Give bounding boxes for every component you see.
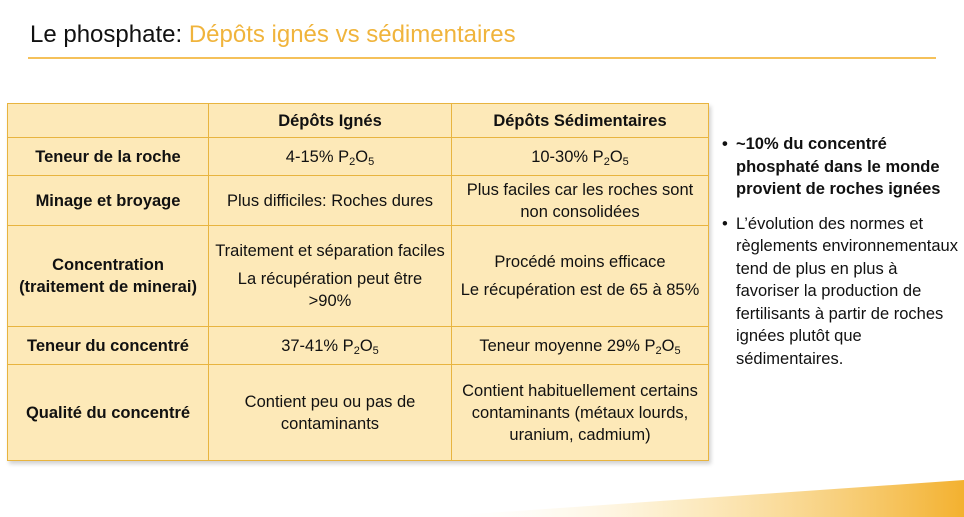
cell-minage-sed: Plus faciles car les roches sont non consolidées [452, 176, 709, 226]
cell-qualite-ignes: Contient peu ou pas de contaminants [209, 365, 452, 461]
table-row [8, 176, 709, 226]
cell-minage-ignes: Plus difficiles: Roches dures [209, 176, 452, 226]
cell-concentration-ignes: Traitement et séparation faciles La récupération peut être >90% [209, 226, 452, 327]
table-header-row [8, 104, 709, 138]
table-row [8, 327, 709, 365]
slide-title [30, 20, 516, 50]
bullet-list [722, 133, 962, 382]
bullet-igneous-share: • ~10% du concentré phosphaté dans le monde provient de roches ignées [722, 135, 941, 198]
table-row [8, 365, 709, 461]
bullet-dot-icon: • [722, 135, 728, 153]
decorative-wedge [0, 470, 964, 517]
title-prefix: Le phosphate: [30, 21, 189, 48]
header-empty-cell [8, 104, 209, 138]
row-label-teneur-concentre: Teneur du concentré [8, 327, 209, 365]
table-row [8, 138, 709, 176]
cell-teneur-concentre-sed: Teneur moyenne 29% $P_2O_5$ [452, 327, 709, 365]
cell-teneur-roche-sed: 10-30% $P_2O_5$ [452, 138, 709, 176]
table-row [8, 226, 709, 327]
title-accent: Dépôts ignés vs sédimentaires [188, 21, 516, 48]
row-label-teneur-roche: Teneur de la roche [8, 138, 209, 176]
title-underline [28, 57, 936, 59]
cell-teneur-concentre-ignes: 37-41% $P_2O_5$ [209, 327, 452, 365]
header-ignes: Dépôts Ignés [209, 104, 452, 138]
cell-qualite-sed: Contient habituellement certains contaminants (métaux lourds, uranium, cadmium) [452, 365, 709, 461]
row-label-qualite: Qualité du concentré [8, 365, 209, 461]
row-label-concentration: Concentration (traitement de minerai) [8, 226, 209, 327]
cell-teneur-roche-ignes: 4-15% $P_2O_5$ [209, 138, 452, 176]
comparison-table [7, 103, 709, 461]
cell-concentration-sed: Procédé moins efficace Le récupération est de 65 à 85% [452, 226, 709, 327]
bullet-dot-icon: • [722, 214, 728, 233]
bullet-regulations: • L’évolution des normes et règlements environnementaux tend de plus en plus à favoriser la production de fertilisants à partir de roches ignées plutôt que sédimentaires. [722, 214, 958, 368]
header-sedimentaires: Dépôts Sédimentaires [452, 104, 709, 138]
row-label-minage: Minage et broyage [8, 176, 209, 226]
